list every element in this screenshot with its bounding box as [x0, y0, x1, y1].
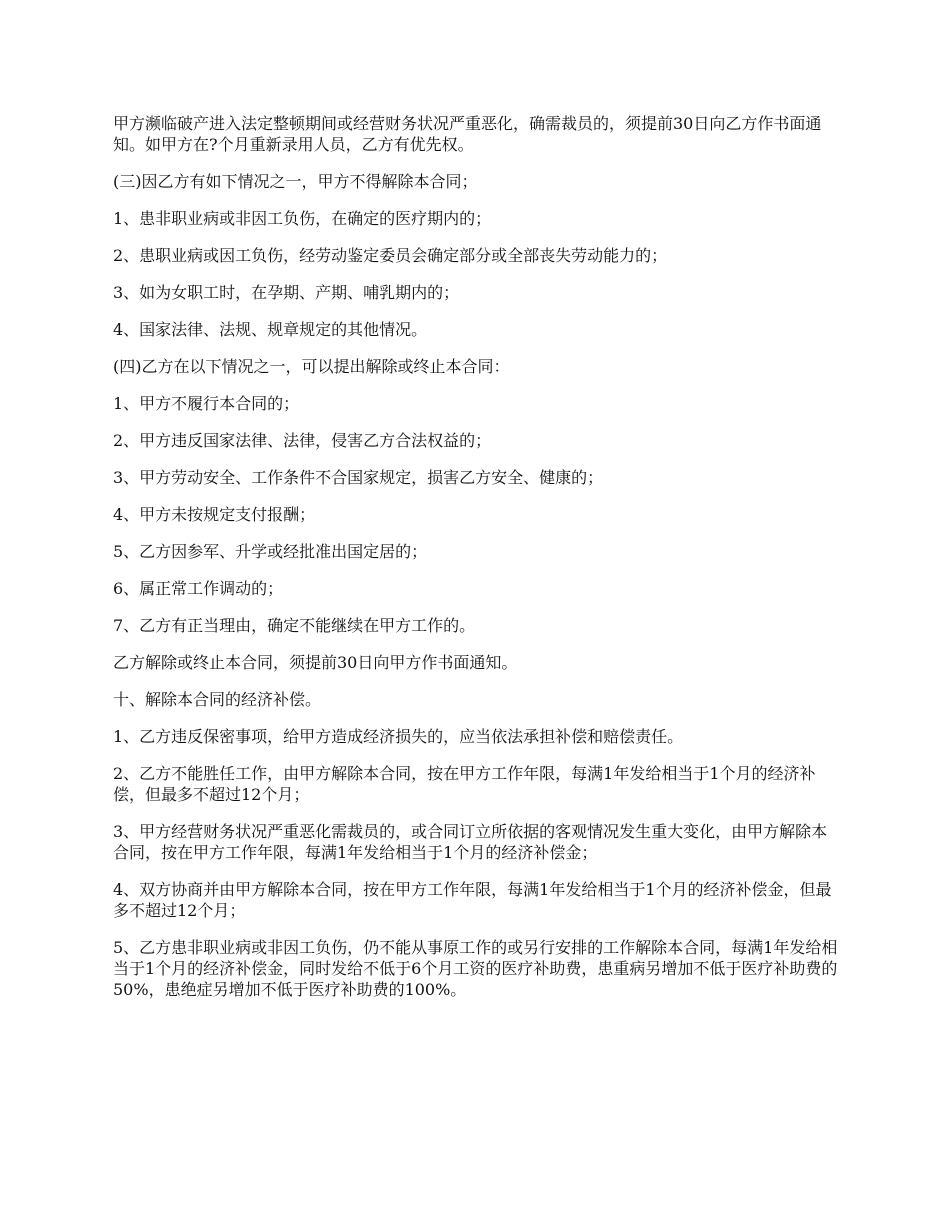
list-item: 3、甲方劳动安全、工作条件不合国家规定，损害乙方安全、健康的； [113, 468, 604, 487]
list-item: 4、甲方未按规定支付报酬； [113, 505, 316, 524]
list-item: 6、属正常工作调动的； [113, 579, 284, 598]
paragraph-layoff-notice: 甲方濒临破产进入法定整顿期间或经营财务状况严重恶化，确需裁员的，须提前30日向乙方作书面通知。如甲方在?个月重新录用人员，乙方有优先权。 [113, 114, 822, 154]
list-item: 1、乙方违反保密事项，给甲方造成经济损失的，应当依法承担补偿和赔偿责任。 [113, 727, 684, 746]
list-item: 2、患职业病或因工负伤，经劳动鉴定委员会确定部分或全部丧失劳动能力的； [113, 246, 668, 265]
list-item: 4、双方协商并由甲方解除本合同，按在甲方工作年限，每满1年发给相当于1个月的经济补偿金，但最多不超过12个月； [113, 880, 832, 920]
list-item: 3、如为女职工时，在孕期、产期、哺乳期内的； [113, 283, 460, 302]
list-item: 2、甲方违反国家法律、法律，侵害乙方合法权益的； [113, 431, 492, 450]
list-item: 2、乙方不能胜任工作，由甲方解除本合同，按在甲方工作年限，每满1年发给相当于1个月的经济补偿，但最多不超过12个月； [113, 764, 816, 804]
section-heading-10: 十、解除本合同的经济补偿。 [113, 690, 322, 709]
paragraph-termination-notice: 乙方解除或终止本合同，须提前30日向甲方作书面通知。 [113, 653, 518, 672]
list-item: 3、甲方经营财务状况严重恶化需裁员的，或合同订立所依据的客观情况发生重大变化，由甲方解除本合同，按在甲方工作年限，每满1年发给相当于1个月的经济补偿金； [113, 822, 828, 862]
list-item: 5、乙方患非职业病或非因工负伤，仍不能从事原工作的或另行安排的工作解除本合同，每满1年发给相当于1个月的经济补偿金，同时发给不低于6个月工资的医疗补助费，患重病另增加不低于医疗补助费的50%，患绝症另增加不低于医疗补助费的100%。 [113, 938, 838, 999]
document-page [113, 113, 838, 1016]
list-item: 1、甲方不履行本合同的； [113, 394, 300, 413]
section-heading-4: (四)乙方在以下情况之一，可以提出解除或终止本合同： [113, 357, 510, 376]
list-item: 4、国家法律、法规、规章规定的其他情况。 [113, 320, 428, 339]
list-item: 5、乙方因参军、升学或经批准出国定居的； [113, 542, 428, 561]
section-heading-3: (三)因乙方有如下情况之一，甲方不得解除本合同； [113, 172, 478, 191]
list-item: 1、患非职业病或非因工负伤，在确定的医疗期内的； [113, 209, 492, 228]
list-item: 7、乙方有正当理由，确定不能继续在甲方工作的。 [113, 616, 476, 635]
